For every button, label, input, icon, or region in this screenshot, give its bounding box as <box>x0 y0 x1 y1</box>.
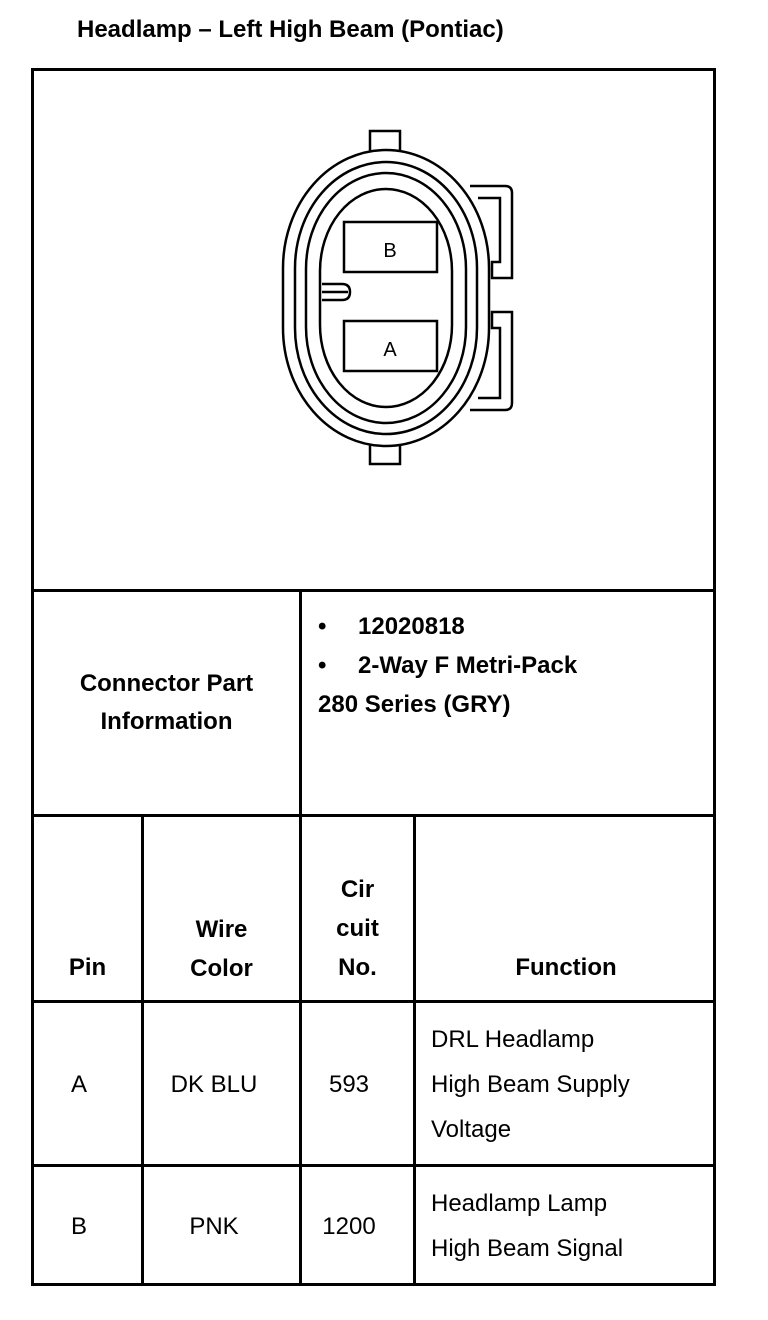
divider <box>31 1283 716 1286</box>
row-b-function-line2: High Beam Signal <box>431 1235 624 1262</box>
row-a-function-line1: DRL Headlamp <box>431 1026 595 1053</box>
header-pin: Pin <box>68 954 107 981</box>
header-circuit <box>302 870 413 987</box>
header-wire-color-line2: Color <box>190 955 253 982</box>
connector-info-label-line2: Information <box>100 708 233 735</box>
row-b-circuit: 1200 <box>322 1213 376 1240</box>
header-wire-color <box>144 910 299 988</box>
page-title: Headlamp – Left High Beam (Pontiac) <box>77 16 504 43</box>
header-circuit-line3: No. <box>338 954 377 981</box>
list-item <box>318 646 577 685</box>
row-b-function <box>431 1181 623 1271</box>
row-a-pin: A <box>70 1071 87 1098</box>
row-a-wire-color: DK BLU <box>170 1071 258 1098</box>
divider <box>413 814 416 1285</box>
header-function: Function <box>515 954 617 981</box>
row-a-circuit: 593 <box>328 1071 370 1098</box>
connector-info-list <box>318 607 577 724</box>
pin-a-label: A <box>383 339 397 361</box>
pin-b-label: B <box>383 240 397 262</box>
connector-description-continued: 280 Series (GRY) <box>318 691 511 718</box>
connector-face-diagram <box>270 125 520 470</box>
row-a-function-line2: High Beam Supply <box>431 1071 630 1098</box>
divider <box>31 589 716 592</box>
header-circuit-line2: cuit <box>336 915 379 942</box>
header-circuit-line1: Cir <box>340 876 375 903</box>
connector-info-label-line1: Connector Part <box>79 670 254 697</box>
row-a-function-line3: Voltage <box>431 1116 512 1143</box>
divider <box>31 814 716 817</box>
row-b-wire-color: PNK <box>189 1213 239 1240</box>
divider <box>31 1164 716 1167</box>
part-number: 12020818 <box>358 613 465 640</box>
row-a-function <box>431 1017 630 1152</box>
list-item <box>318 607 577 646</box>
connector-info-label <box>34 665 299 741</box>
bullet-icon: • <box>318 613 327 640</box>
header-wire-color-line1: Wire <box>195 916 248 943</box>
row-b-function-line1: Headlamp Lamp <box>431 1190 608 1217</box>
row-b-pin: B <box>70 1213 87 1240</box>
divider <box>31 1000 716 1003</box>
bullet-icon: • <box>318 652 327 679</box>
connector-description: 2-Way F Metri-Pack <box>358 652 578 679</box>
